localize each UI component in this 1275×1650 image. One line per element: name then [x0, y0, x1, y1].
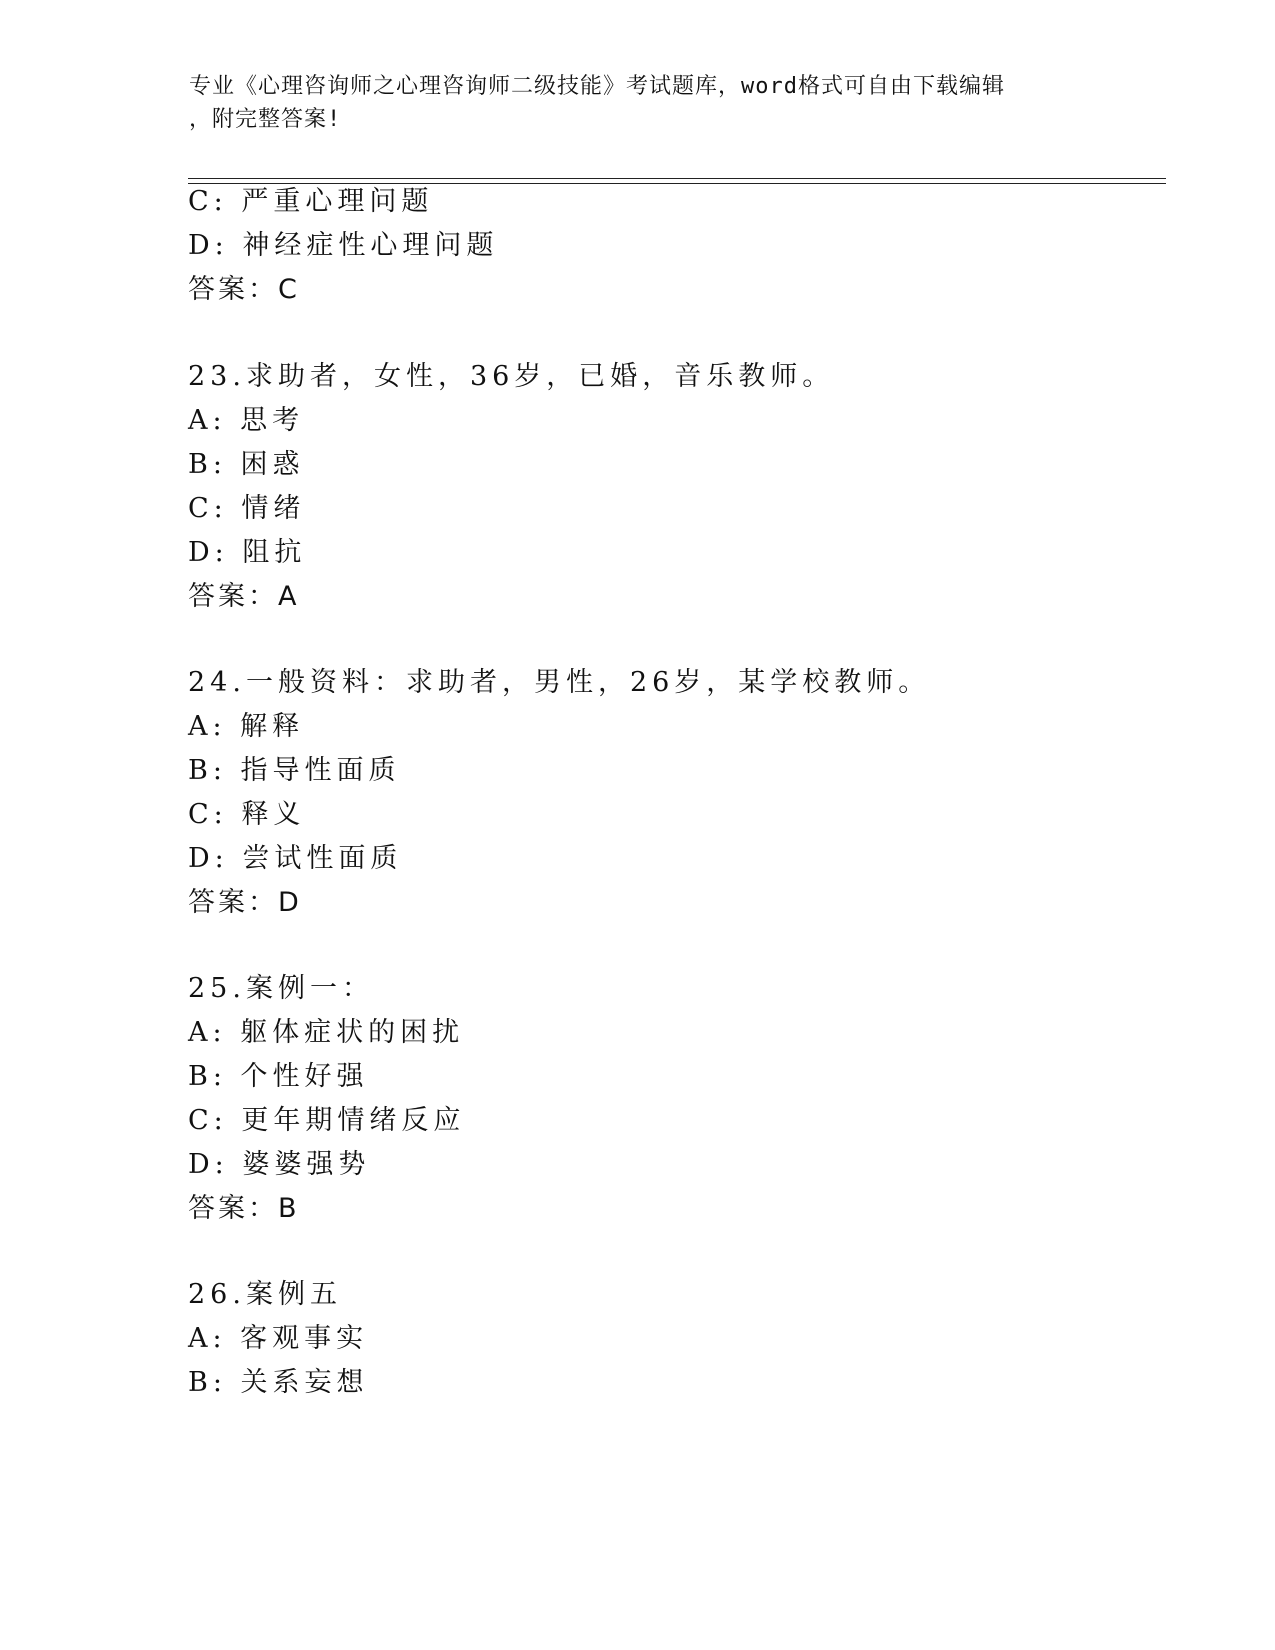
question-stem: 24.一般资料：求助者，男性，26岁，某学校教师。 [188, 667, 931, 698]
option-c: C: 严重心理问题 [188, 186, 434, 217]
answer-line: 答案：B [188, 1193, 300, 1224]
question-stem: 23.求助者，女性，36岁，已婚，音乐教师。 [188, 361, 835, 392]
answer-line: 答案：C [188, 274, 300, 305]
option-a: A: 解释 [188, 711, 305, 742]
option-b: B: 个性好强 [188, 1061, 369, 1092]
option-d: D: 阻抗 [188, 537, 307, 568]
question-stem: 25.案例一： [188, 973, 374, 1004]
option-b: B: 指导性面质 [188, 755, 401, 786]
option-c: C: 更年期情绪反应 [188, 1105, 466, 1136]
header-line-2: ，附完整答案! [189, 107, 342, 132]
document-header [189, 70, 1089, 136]
option-d: D: 尝试性面质 [188, 843, 403, 874]
header-line-1: 专业《心理咨询师之心理咨询师二级技能》考试题库，word格式可自由下载编辑 [189, 74, 1005, 99]
option-a: A: 客观事实 [188, 1323, 369, 1354]
header-divider-top [188, 178, 1166, 179]
answer-line: 答案：A [188, 581, 300, 612]
option-d: D: 婆婆强势 [188, 1149, 371, 1180]
option-a: A: 思考 [188, 405, 305, 436]
answer-line: 答案：D [188, 887, 302, 918]
option-b: B: 关系妄想 [188, 1367, 369, 1398]
option-c: C: 释义 [188, 799, 306, 830]
option-d: D: 神经症性心理问题 [188, 230, 499, 261]
question-stem: 26.案例五 [188, 1279, 342, 1310]
option-a: A: 躯体症状的困扰 [188, 1017, 465, 1048]
option-c: C: 情绪 [188, 493, 306, 524]
option-b: B: 困惑 [188, 449, 305, 480]
